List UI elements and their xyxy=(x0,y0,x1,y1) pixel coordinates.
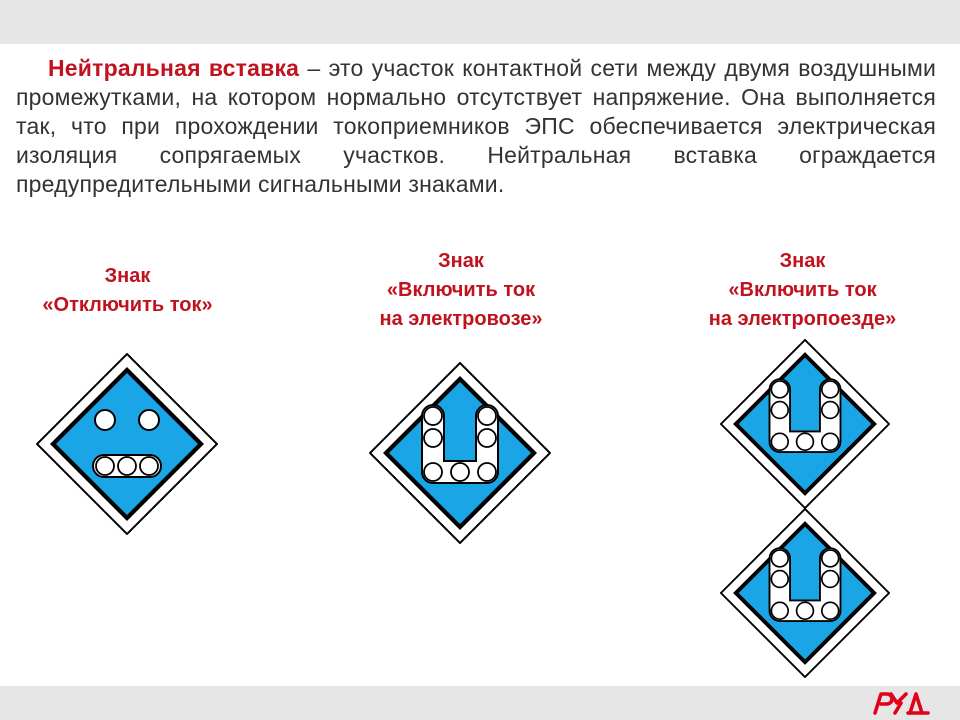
caption-power-on-train xyxy=(680,247,925,334)
caption-line: Знак xyxy=(438,250,484,272)
caption-power-off xyxy=(20,262,235,320)
intro-text: – это участок контактной сети между двумя воздушными промежутками, на котором нормально отсутствует напряжение. Она выполняется так, что при прохождении токоприемников ЭПС обеспечивается электрическая изоляция сопрягаемых участков. Нейтральная вставка ограждается предупредительными сигнальными знаками. xyxy=(16,55,937,197)
power-on-electric-train-sign-icon xyxy=(720,339,890,509)
intro-term: Нейтральная вставка xyxy=(48,55,300,81)
power-off-sign-icon xyxy=(36,353,218,535)
caption-line: Знак xyxy=(104,265,151,287)
top-band xyxy=(0,0,960,44)
rzd-logo-icon xyxy=(872,688,934,718)
power-on-electric-train-sign-icon xyxy=(720,508,890,678)
caption-line: Знак xyxy=(779,250,826,272)
caption-line: «Отключить ток» xyxy=(42,294,213,316)
intro-paragraph xyxy=(16,54,936,199)
bottom-band xyxy=(0,686,960,720)
caption-line: на электропоезде» xyxy=(708,308,897,330)
power-on-electric-locomotive-sign-icon xyxy=(369,362,551,544)
caption-line: на электровозе» xyxy=(379,308,543,330)
caption-line: «Включить ток xyxy=(728,279,877,301)
caption-line: «Включить ток xyxy=(386,279,536,301)
caption-power-on-locomotive xyxy=(350,247,572,334)
